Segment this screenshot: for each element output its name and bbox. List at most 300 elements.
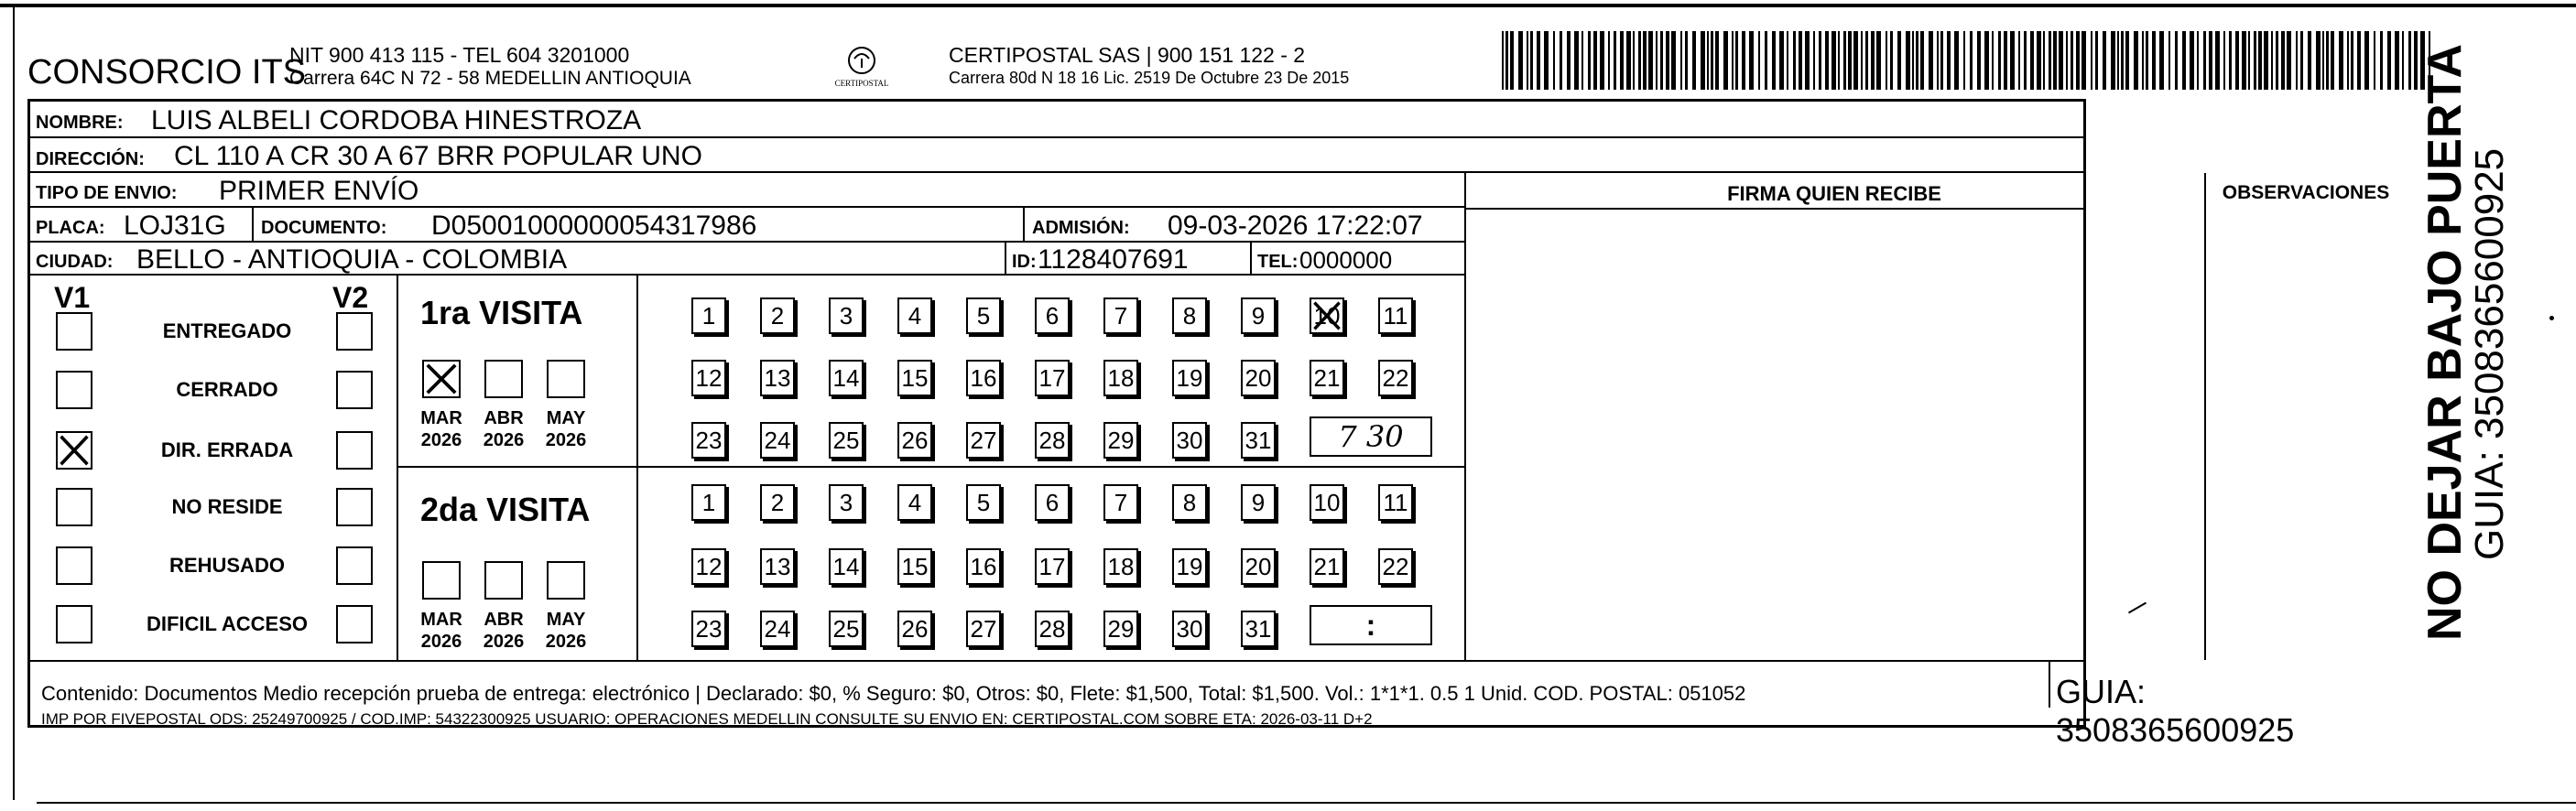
- barcode-bar: [2152, 31, 2156, 90]
- month-label: [473, 407, 534, 451]
- day-checkbox[interactable]: 20: [1241, 360, 1276, 396]
- day-checkbox[interactable]: 12: [691, 360, 726, 396]
- barcode-bar: [1553, 31, 1555, 90]
- barcode-bar: [2197, 31, 2199, 90]
- barcode-bar: [1567, 31, 1571, 90]
- day-checkbox[interactable]: 2: [760, 297, 795, 334]
- nit-line: NIT 900 413 115 - TEL 604 3201000: [289, 43, 630, 67]
- barcode-bar: [1963, 31, 1965, 90]
- day-checkbox[interactable]: 18: [1103, 548, 1138, 585]
- barcode-bar: [1614, 31, 1616, 90]
- day-checkbox[interactable]: 30: [1172, 611, 1207, 647]
- tel-label: TEL:: [1257, 252, 1299, 272]
- month-name: ABR: [484, 408, 524, 428]
- barcode-bar: [1876, 31, 1881, 90]
- barcode-bar: [1838, 31, 1840, 90]
- barcode-bar: [2281, 31, 2285, 90]
- barcode-bar: [1510, 31, 1514, 90]
- barcode-bar: [2037, 31, 2041, 90]
- barcode-bar: [1805, 31, 1810, 90]
- barcode-bar: [2331, 31, 2334, 90]
- status-v1-checkbox[interactable]: [56, 546, 92, 585]
- month-label: [536, 609, 596, 653]
- barcode-bar: [2111, 31, 2115, 90]
- day-checkbox[interactable]: 28: [1035, 422, 1070, 459]
- row-placa: [30, 208, 1466, 243]
- month-checkbox[interactable]: [547, 360, 585, 398]
- barcode-bar: [2049, 31, 2051, 90]
- status-label: ENTREGADO: [162, 319, 292, 342]
- signature-mark: [2128, 602, 2147, 614]
- barcode-bar: [1537, 31, 1540, 90]
- barcode-bar: [2095, 31, 2098, 90]
- barcode-bar: [2091, 31, 2092, 90]
- row-ciudad: [30, 243, 1466, 276]
- divider: [252, 208, 254, 243]
- barcode-bar: [2374, 31, 2375, 90]
- barcode-bar: [1502, 31, 1504, 90]
- barcode-bar: [1633, 31, 1635, 90]
- barcode-bar: [2223, 31, 2225, 90]
- footer-line2: IMP POR FIVEPOSTAL ODS: 25249700925 / COD.IMP: 54322300925 USUARIO: OPERACIONES MEDELLIN CONSULTE SU ENVIO EN: CERTIPOSTAL.COM SOBRE ETA: 2026-03-11 D+2: [41, 710, 1373, 728]
- month-year: 2026: [483, 430, 525, 450]
- day-checkbox[interactable]: 27: [966, 611, 1001, 647]
- day-checkbox[interactable]: 1: [691, 484, 726, 521]
- barcode-bar: [1723, 31, 1728, 90]
- barcode-bar: [1574, 31, 1579, 90]
- barcode-bar: [1620, 31, 1624, 90]
- logo-icon: [829, 38, 895, 103]
- time-field[interactable]: :: [1310, 605, 1432, 645]
- v2-header: V2: [332, 281, 369, 314]
- status-divider: [397, 276, 398, 660]
- day-checkbox[interactable]: 9: [1241, 484, 1276, 521]
- certipostal-info: [949, 44, 1349, 90]
- barcode-bar: [2076, 31, 2080, 90]
- day-checkbox[interactable]: 11: [1378, 297, 1413, 334]
- barcode-bar: [1779, 31, 1784, 90]
- day-checkbox[interactable]: 4: [897, 484, 932, 521]
- day-checkbox[interactable]: 10: [1310, 297, 1344, 334]
- id-label: ID:: [1012, 252, 1037, 272]
- ciudad-value: BELLO - ANTIOQUIA - COLOMBIA: [136, 244, 568, 275]
- barcode-bar: [1937, 31, 1939, 90]
- day-checkbox[interactable]: 6: [1035, 484, 1070, 521]
- day-checkbox[interactable]: 12: [691, 548, 726, 585]
- side-warning: NO DEJAR BAJO PUERTA: [2418, 43, 2472, 641]
- visit-separator: [397, 466, 1464, 468]
- barcode-bar: [1916, 31, 1918, 90]
- side-dot: [2549, 316, 2554, 320]
- month-checkbox[interactable]: [547, 561, 585, 600]
- barcode-bar: [1906, 31, 1910, 90]
- day-checkbox[interactable]: 15: [897, 360, 932, 396]
- day-checkbox[interactable]: 24: [760, 611, 795, 647]
- barcode-bar: [2395, 31, 2399, 90]
- barcode: [1502, 31, 2436, 90]
- day-checkbox[interactable]: 30: [1172, 422, 1207, 459]
- row-direccion: [30, 138, 2083, 173]
- barcode-bar: [2229, 31, 2232, 90]
- footer-separator: [30, 660, 2083, 662]
- row-nombre: [30, 102, 2083, 138]
- delivery-form: [27, 99, 2390, 749]
- barcode-bar: [2071, 31, 2073, 90]
- status-label: REHUSADO: [169, 554, 285, 577]
- barcode-bar: [1977, 31, 1981, 90]
- barcode-bar: [1692, 31, 1696, 90]
- day-checkbox[interactable]: 16: [966, 548, 1001, 585]
- barcode-bar: [2146, 31, 2148, 90]
- barcode-bar: [1861, 31, 1863, 90]
- day-checkbox[interactable]: 10: [1310, 484, 1344, 521]
- day-checkbox[interactable]: 22: [1378, 360, 1413, 396]
- status-label: DIFICIL ACCESO: [146, 612, 308, 635]
- barcode-bar: [2364, 31, 2369, 90]
- barcode-bar: [1772, 31, 1776, 90]
- barcode-bar: [1897, 31, 1901, 90]
- logo-text: CERTIPOSTAL: [834, 79, 889, 88]
- day-checkbox[interactable]: 17: [1035, 548, 1070, 585]
- month-name: MAR: [420, 610, 462, 630]
- month-year: 2026: [420, 632, 462, 652]
- tipo-label: TIPO DE ENVIO:: [36, 183, 178, 203]
- barcode-bar: [1758, 31, 1760, 90]
- day-checkbox[interactable]: 11: [1378, 484, 1413, 521]
- day-checkbox[interactable]: 14: [829, 548, 864, 585]
- barcode-bar: [2242, 31, 2246, 90]
- month-checkbox[interactable]: [484, 360, 523, 398]
- divider: [1023, 208, 1025, 243]
- barcode-bar: [1970, 31, 1973, 90]
- barcode-bar: [2203, 31, 2206, 90]
- day-checkbox[interactable]: 13: [760, 548, 795, 585]
- day-checkbox[interactable]: 4: [897, 297, 932, 334]
- barcode-bar: [1825, 31, 1829, 90]
- barcode-bar: [1799, 31, 1802, 90]
- certipostal-line: CERTIPOSTAL SAS | 900 151 122 - 2: [949, 43, 1306, 67]
- status-label: DIR. ERRADA: [160, 438, 294, 461]
- month-checkbox[interactable]: [422, 561, 461, 600]
- observaciones-header: OBSERVACIONES: [2222, 182, 2390, 203]
- status-v2-checkbox[interactable]: [336, 431, 373, 470]
- left-border: [13, 4, 15, 800]
- barcode-bar: [1871, 31, 1875, 90]
- day-checkbox[interactable]: 14: [829, 360, 864, 396]
- barcode-bar: [1865, 31, 1868, 90]
- barcode-bar: [1544, 31, 1549, 90]
- barcode-bar: [1954, 31, 1959, 90]
- barcode-bar: [2043, 31, 2045, 90]
- status-v2-checkbox[interactable]: [336, 312, 373, 351]
- day-checkbox[interactable]: 7: [1103, 297, 1138, 334]
- barcode-bar: [2287, 31, 2291, 90]
- certipostal-address: Carrera 80d N 18 16 Lic. 2519 De Octubre 23 De 2015: [949, 69, 1350, 87]
- day-checkbox[interactable]: 5: [966, 297, 1001, 334]
- barcode-bar: [1765, 31, 1767, 90]
- barcode-bar: [1656, 31, 1658, 90]
- day-checkbox[interactable]: 7: [1103, 484, 1138, 521]
- month-year: 2026: [545, 632, 587, 652]
- barcode-bar: [2316, 31, 2321, 90]
- month-year: 2026: [545, 430, 587, 450]
- footer-line1: Contenido: Documentos Medio recepción prueba de entrega: electrónico | Declarado: $0, % Seguro: $0, Otros: $0, Flete: $1,500, Total: $1,500. Vol.: 1*1*1. 0.5 1 Unid. COD. POSTAL: 051052: [41, 682, 1746, 705]
- barcode-bar: [1660, 31, 1663, 90]
- top-border: [0, 4, 2576, 7]
- day-checkbox[interactable]: 25: [829, 422, 864, 459]
- barcode-bar: [1626, 31, 1631, 90]
- columns-header-line: [1464, 208, 2083, 210]
- day-checkbox[interactable]: 19: [1172, 360, 1207, 396]
- barcode-bar: [1813, 31, 1815, 90]
- barcode-bar: [1749, 31, 1754, 90]
- firma-column-left: [1464, 173, 1466, 660]
- firma-header: FIRMA QUIEN RECIBE: [1727, 182, 1941, 205]
- barcode-bar: [1920, 31, 1924, 90]
- barcode-bar: [2182, 31, 2186, 90]
- company-name: CONSORCIO ITS: [27, 53, 307, 92]
- barcode-bar: [1505, 31, 1508, 90]
- barcode-bar: [1940, 31, 1943, 90]
- barcode-bar: [1793, 31, 1796, 90]
- barcode-bar: [1680, 31, 1682, 90]
- barcode-bar: [2168, 31, 2170, 90]
- ciudad-label: CIUDAD:: [36, 252, 114, 272]
- month-checkbox[interactable]: [422, 360, 461, 398]
- day-checkbox[interactable]: 29: [1103, 422, 1138, 459]
- barcode-bar: [2357, 31, 2361, 90]
- barcode-bar: [1707, 31, 1709, 90]
- tipo-value: PRIMER ENVÍO: [219, 176, 419, 206]
- placa-value: LOJ31G: [124, 211, 226, 241]
- month-label: [411, 609, 472, 653]
- v1-header: V1: [54, 281, 91, 314]
- barcode-bar: [1787, 31, 1788, 90]
- day-checkbox[interactable]: 13: [760, 360, 795, 396]
- barcode-bar: [2159, 31, 2164, 90]
- month-name: MAR: [420, 408, 462, 428]
- barcode-bar: [1685, 31, 1688, 90]
- day-checkbox[interactable]: 5: [966, 484, 1001, 521]
- status-v1-checkbox[interactable]: [56, 431, 92, 470]
- barcode-bar: [2387, 31, 2391, 90]
- barcode-bar: [2117, 31, 2119, 90]
- barcode-bar: [1588, 31, 1591, 90]
- id-value: 1128407691: [1038, 244, 1189, 275]
- barcode-bar: [2053, 31, 2057, 90]
- day-checkbox[interactable]: 6: [1035, 297, 1070, 334]
- day-checkbox[interactable]: 24: [760, 422, 795, 459]
- time-field[interactable]: 7 30: [1310, 416, 1432, 457]
- day-checkbox[interactable]: 21: [1310, 360, 1344, 396]
- barcode-bar: [2010, 31, 2015, 90]
- day-checkbox[interactable]: 26: [897, 611, 932, 647]
- status-v2-checkbox[interactable]: [336, 488, 373, 526]
- status-v1-checkbox[interactable]: [56, 371, 92, 409]
- day-checkbox[interactable]: 2: [760, 484, 795, 521]
- visit-divider: [636, 276, 638, 660]
- month-checkbox[interactable]: [484, 561, 523, 600]
- divider: [1250, 243, 1252, 276]
- barcode-bar: [2190, 31, 2194, 90]
- day-checkbox[interactable]: 16: [966, 360, 1001, 396]
- barcode-bar: [1819, 31, 1821, 90]
- nombre-label: NOMBRE:: [36, 113, 124, 133]
- day-checkbox[interactable]: 9: [1241, 297, 1276, 334]
- barcode-bar: [2402, 31, 2404, 90]
- barcode-bar: [1998, 31, 2001, 90]
- documento-value: D05001000000054317986: [431, 211, 757, 241]
- month-label: [411, 407, 472, 451]
- barcode-bar: [2296, 31, 2298, 90]
- barcode-bar: [2121, 31, 2124, 90]
- barcode-bar: [1530, 31, 1533, 90]
- day-checkbox[interactable]: 19: [1172, 548, 1207, 585]
- guia-divider: [2049, 662, 2050, 708]
- barcode-bar: [2066, 31, 2068, 90]
- status-label: NO RESIDE: [171, 495, 283, 518]
- admision-value: 09-03-2026 17:22:07: [1168, 211, 1423, 241]
- obs-column-left: [2204, 173, 2206, 660]
- barcode-bar: [2030, 31, 2034, 90]
- barcode-bar: [2103, 31, 2106, 90]
- day-checkbox[interactable]: 22: [1378, 548, 1413, 585]
- barcode-bar: [2326, 31, 2329, 90]
- status-v1-checkbox[interactable]: [56, 488, 92, 526]
- barcode-bar: [2351, 31, 2353, 90]
- barcode-bar: [2347, 31, 2349, 90]
- barcode-bar: [1912, 31, 1914, 90]
- barcode-bar: [1984, 31, 1989, 90]
- tel-value: 0000000: [1299, 246, 1393, 274]
- month-year: 2026: [483, 632, 525, 652]
- address-line: Carrera 64C N 72 - 58 MEDELLIN ANTIOQUIA: [289, 68, 691, 89]
- barcode-graphic: [1502, 31, 2436, 90]
- barcode-bar: [2125, 31, 2129, 90]
- month-year: 2026: [420, 430, 462, 450]
- divider: [1005, 243, 1006, 276]
- company-info: [289, 44, 691, 90]
- month-label: [473, 609, 534, 653]
- barcode-bar: [2134, 31, 2138, 90]
- day-checkbox[interactable]: 8: [1172, 484, 1207, 521]
- day-checkbox[interactable]: 31: [1241, 611, 1276, 647]
- barcode-bar: [2258, 31, 2262, 90]
- admision-label: ADMISIÓN:: [1032, 218, 1130, 238]
- check-x-icon: [58, 433, 91, 468]
- direccion-value: CL 110 A CR 30 A 67 BRR POPULAR UNO: [174, 141, 702, 171]
- direccion-label: DIRECCIÓN:: [36, 149, 145, 169]
- barcode-bar: [1711, 31, 1713, 90]
- day-checkbox[interactable]: 31: [1241, 422, 1276, 459]
- barcode-bar: [1518, 31, 1523, 90]
- day-checkbox[interactable]: 26: [897, 422, 932, 459]
- day-checkbox[interactable]: 8: [1172, 297, 1207, 334]
- barcode-bar: [2254, 31, 2256, 90]
- barcode-bar: [1735, 31, 1738, 90]
- row-tipo: [30, 173, 1466, 208]
- barcode-bar: [1886, 31, 1887, 90]
- footer-guia: GUIA: 3508365600925: [2056, 673, 2295, 749]
- barcode-bar: [1666, 31, 1669, 90]
- day-checkbox[interactable]: 25: [829, 611, 864, 647]
- barcode-bar: [2059, 31, 2063, 90]
- visit2-title: 2da VISITA: [420, 491, 591, 528]
- documento-label: DOCUMENTO:: [261, 218, 387, 238]
- check-x-icon: [424, 362, 459, 396]
- barcode-bar: [2380, 31, 2383, 90]
- barcode-bar: [1527, 31, 1528, 90]
- barcode-bar: [1831, 31, 1836, 90]
- barcode-bar: [2300, 31, 2303, 90]
- barcode-bar: [1732, 31, 1734, 90]
- barcode-bar: [2024, 31, 2027, 90]
- barcode-bar: [1853, 31, 1858, 90]
- barcode-bar: [2081, 31, 2086, 90]
- barcode-bar: [1848, 31, 1852, 90]
- status-v1-checkbox[interactable]: [56, 605, 92, 643]
- day-checkbox[interactable]: 3: [829, 484, 864, 521]
- nombre-value: LUIS ALBELI CORDOBA HINESTROZA: [151, 105, 642, 135]
- barcode-bar: [1890, 31, 1893, 90]
- day-checkbox[interactable]: 17: [1035, 360, 1070, 396]
- barcode-bar: [2408, 31, 2411, 90]
- barcode-bar: [2209, 31, 2212, 90]
- barcode-bar: [2248, 31, 2250, 90]
- barcode-bar: [2175, 31, 2178, 90]
- barcode-bar: [2142, 31, 2144, 90]
- status-v2-checkbox[interactable]: [336, 546, 373, 585]
- day-checkbox[interactable]: 23: [691, 422, 726, 459]
- day-checkbox[interactable]: 23: [691, 611, 726, 647]
- month-label: [536, 407, 596, 451]
- day-checkbox[interactable]: 27: [966, 422, 1001, 459]
- status-v1-checkbox[interactable]: [56, 312, 92, 351]
- barcode-bar: [1742, 31, 1745, 90]
- barcode-bar: [1593, 31, 1597, 90]
- barcode-bar: [1701, 31, 1705, 90]
- month-name: ABR: [484, 610, 524, 630]
- barcode-bar: [1715, 31, 1719, 90]
- day-checkbox[interactable]: 18: [1103, 360, 1138, 396]
- day-checkbox[interactable]: 15: [897, 548, 932, 585]
- day-checkbox[interactable]: 20: [1241, 548, 1276, 585]
- placa-label: PLACA:: [36, 218, 105, 238]
- status-v2-checkbox[interactable]: [336, 605, 373, 643]
- day-checkbox[interactable]: 21: [1310, 548, 1344, 585]
- day-checkbox[interactable]: 1: [691, 297, 726, 334]
- barcode-bar: [2339, 31, 2343, 90]
- barcode-bar: [1929, 31, 1933, 90]
- barcode-bar: [2271, 31, 2273, 90]
- barcode-bar: [2322, 31, 2324, 90]
- barcode-bar: [1560, 31, 1562, 90]
- day-checkbox[interactable]: 28: [1035, 611, 1070, 647]
- bottom-border: [37, 802, 2576, 804]
- barcode-bar: [1600, 31, 1604, 90]
- status-v2-checkbox[interactable]: [336, 371, 373, 409]
- day-checkbox[interactable]: 29: [1103, 611, 1138, 647]
- month-name: MAY: [546, 408, 586, 428]
- barcode-bar: [1671, 31, 1676, 90]
- barcode-bar: [1947, 31, 1951, 90]
- day-checkbox[interactable]: 3: [829, 297, 864, 334]
- barcode-bar: [1843, 31, 1846, 90]
- status-label: CERRADO: [176, 378, 278, 401]
- barcode-bar: [1992, 31, 1994, 90]
- visit1-title: 1ra VISITA: [420, 294, 583, 331]
- barcode-bar: [1581, 31, 1583, 90]
